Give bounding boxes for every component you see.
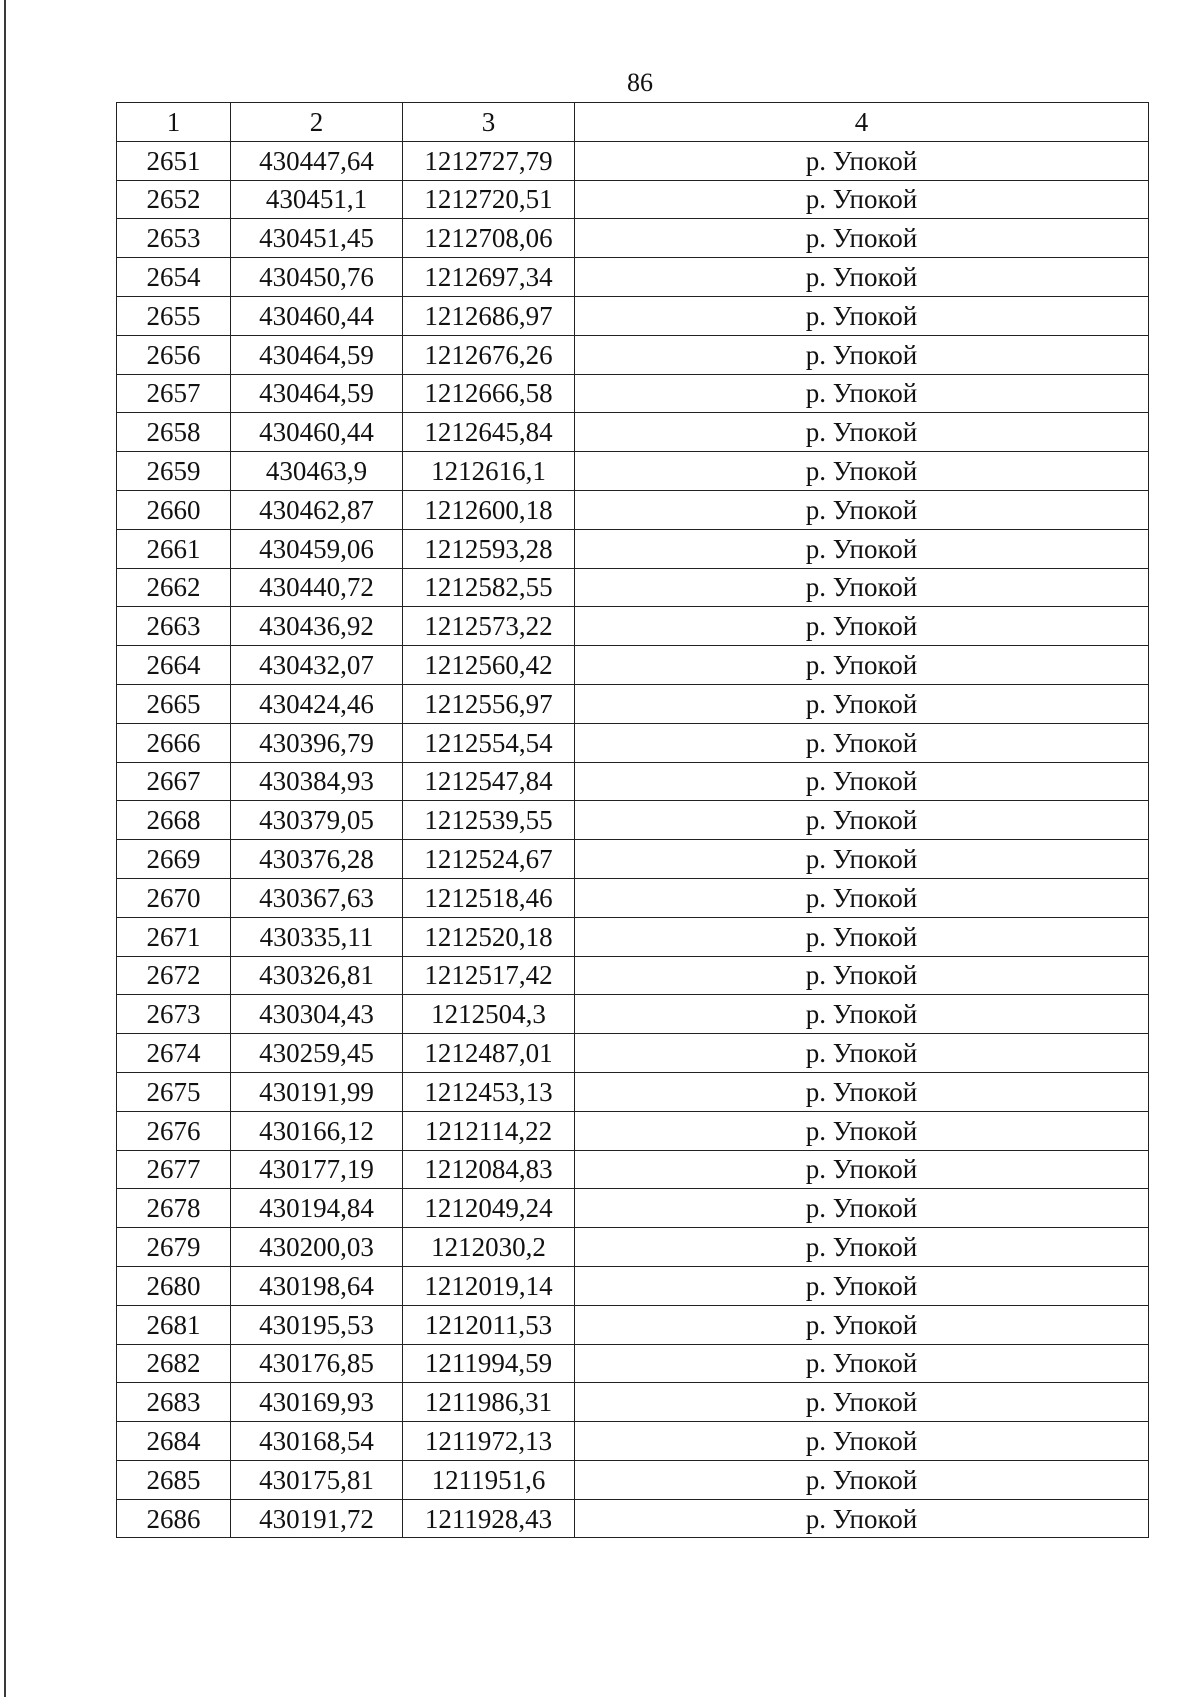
point-number-cell: 2665 bbox=[117, 684, 231, 723]
x-coordinate-cell: 430177,19 bbox=[231, 1150, 403, 1189]
point-number-cell: 2661 bbox=[117, 529, 231, 568]
table-row bbox=[117, 1383, 1149, 1422]
table-row bbox=[117, 607, 1149, 646]
x-coordinate-cell: 430176,85 bbox=[231, 1344, 403, 1383]
description-cell: р. Упокой bbox=[575, 801, 1149, 840]
table-row bbox=[117, 568, 1149, 607]
x-coordinate-cell: 430191,72 bbox=[231, 1499, 403, 1538]
point-number-cell: 2663 bbox=[117, 607, 231, 646]
y-coordinate-cell: 1212547,84 bbox=[403, 762, 575, 801]
x-coordinate-cell: 430195,53 bbox=[231, 1305, 403, 1344]
description-cell: р. Упокой bbox=[575, 490, 1149, 529]
point-number-cell: 2654 bbox=[117, 258, 231, 297]
y-coordinate-cell: 1212453,13 bbox=[403, 1072, 575, 1111]
table-row bbox=[117, 413, 1149, 452]
description-cell: р. Упокой bbox=[575, 995, 1149, 1034]
y-coordinate-cell: 1212573,22 bbox=[403, 607, 575, 646]
y-coordinate-cell: 1212084,83 bbox=[403, 1150, 575, 1189]
y-coordinate-cell: 1211986,31 bbox=[403, 1383, 575, 1422]
column-header-4: 4 bbox=[575, 103, 1149, 142]
y-coordinate-cell: 1212686,97 bbox=[403, 296, 575, 335]
x-coordinate-cell: 430451,45 bbox=[231, 219, 403, 258]
x-coordinate-cell: 430463,9 bbox=[231, 452, 403, 491]
point-number-cell: 2667 bbox=[117, 762, 231, 801]
description-cell: р. Упокой bbox=[575, 529, 1149, 568]
y-coordinate-cell: 1212582,55 bbox=[403, 568, 575, 607]
y-coordinate-cell: 1212676,26 bbox=[403, 335, 575, 374]
point-number-cell: 2675 bbox=[117, 1072, 231, 1111]
table-row bbox=[117, 490, 1149, 529]
description-cell: р. Упокой bbox=[575, 1305, 1149, 1344]
table-row bbox=[117, 219, 1149, 258]
y-coordinate-cell: 1212720,51 bbox=[403, 180, 575, 219]
description-cell: р. Упокой bbox=[575, 1460, 1149, 1499]
point-number-cell: 2673 bbox=[117, 995, 231, 1034]
point-number-cell: 2678 bbox=[117, 1189, 231, 1228]
description-cell: р. Упокой bbox=[575, 568, 1149, 607]
description-cell: р. Упокой bbox=[575, 917, 1149, 956]
y-coordinate-cell: 1212616,1 bbox=[403, 452, 575, 491]
table-row bbox=[117, 141, 1149, 180]
point-number-cell: 2671 bbox=[117, 917, 231, 956]
description-cell: р. Упокой bbox=[575, 374, 1149, 413]
x-coordinate-cell: 430335,11 bbox=[231, 917, 403, 956]
y-coordinate-cell: 1212030,2 bbox=[403, 1228, 575, 1267]
y-coordinate-cell: 1212011,53 bbox=[403, 1305, 575, 1344]
y-coordinate-cell: 1212593,28 bbox=[403, 529, 575, 568]
table-row bbox=[117, 258, 1149, 297]
scan-edge-line bbox=[4, 0, 6, 1697]
y-coordinate-cell: 1212554,54 bbox=[403, 723, 575, 762]
coordinates-table bbox=[116, 102, 1149, 1538]
description-cell: р. Упокой bbox=[575, 258, 1149, 297]
x-coordinate-cell: 430436,92 bbox=[231, 607, 403, 646]
x-coordinate-cell: 430304,43 bbox=[231, 995, 403, 1034]
y-coordinate-cell: 1212556,97 bbox=[403, 684, 575, 723]
description-cell: р. Упокой bbox=[575, 840, 1149, 879]
point-number-cell: 2656 bbox=[117, 335, 231, 374]
point-number-cell: 2651 bbox=[117, 141, 231, 180]
x-coordinate-cell: 430175,81 bbox=[231, 1460, 403, 1499]
x-coordinate-cell: 430460,44 bbox=[231, 296, 403, 335]
point-number-cell: 2655 bbox=[117, 296, 231, 335]
x-coordinate-cell: 430460,44 bbox=[231, 413, 403, 452]
point-number-cell: 2666 bbox=[117, 723, 231, 762]
table-row bbox=[117, 1266, 1149, 1305]
x-coordinate-cell: 430462,87 bbox=[231, 490, 403, 529]
table-row bbox=[117, 723, 1149, 762]
x-coordinate-cell: 430198,64 bbox=[231, 1266, 403, 1305]
table-row bbox=[117, 529, 1149, 568]
x-coordinate-cell: 430200,03 bbox=[231, 1228, 403, 1267]
table-row bbox=[117, 1189, 1149, 1228]
y-coordinate-cell: 1212539,55 bbox=[403, 801, 575, 840]
x-coordinate-cell: 430464,59 bbox=[231, 374, 403, 413]
table-row bbox=[117, 956, 1149, 995]
point-number-cell: 2677 bbox=[117, 1150, 231, 1189]
table-row bbox=[117, 995, 1149, 1034]
x-coordinate-cell: 430459,06 bbox=[231, 529, 403, 568]
page-number: 86 bbox=[627, 68, 653, 97]
description-cell: р. Упокой bbox=[575, 1034, 1149, 1073]
table-row bbox=[117, 1072, 1149, 1111]
x-coordinate-cell: 430367,63 bbox=[231, 878, 403, 917]
y-coordinate-cell: 1212727,79 bbox=[403, 141, 575, 180]
column-header-2: 2 bbox=[231, 103, 403, 142]
table-row bbox=[117, 1422, 1149, 1461]
description-cell: р. Упокой bbox=[575, 180, 1149, 219]
point-number-cell: 2672 bbox=[117, 956, 231, 995]
x-coordinate-cell: 430168,54 bbox=[231, 1422, 403, 1461]
point-number-cell: 2670 bbox=[117, 878, 231, 917]
point-number-cell: 2679 bbox=[117, 1228, 231, 1267]
table-header-row bbox=[117, 103, 1149, 142]
point-number-cell: 2686 bbox=[117, 1499, 231, 1538]
y-coordinate-cell: 1212560,42 bbox=[403, 646, 575, 685]
column-header-3: 3 bbox=[403, 103, 575, 142]
x-coordinate-cell: 430384,93 bbox=[231, 762, 403, 801]
table-row bbox=[117, 1228, 1149, 1267]
x-coordinate-cell: 430440,72 bbox=[231, 568, 403, 607]
description-cell: р. Упокой bbox=[575, 646, 1149, 685]
x-coordinate-cell: 430424,46 bbox=[231, 684, 403, 723]
x-coordinate-cell: 430450,76 bbox=[231, 258, 403, 297]
table-row bbox=[117, 646, 1149, 685]
y-coordinate-cell: 1212504,3 bbox=[403, 995, 575, 1034]
y-coordinate-cell: 1212518,46 bbox=[403, 878, 575, 917]
point-number-cell: 2653 bbox=[117, 219, 231, 258]
y-coordinate-cell: 1211951,6 bbox=[403, 1460, 575, 1499]
x-coordinate-cell: 430447,64 bbox=[231, 141, 403, 180]
point-number-cell: 2652 bbox=[117, 180, 231, 219]
point-number-cell: 2684 bbox=[117, 1422, 231, 1461]
description-cell: р. Упокой bbox=[575, 1266, 1149, 1305]
table-row bbox=[117, 917, 1149, 956]
table-row bbox=[117, 684, 1149, 723]
point-number-cell: 2668 bbox=[117, 801, 231, 840]
x-coordinate-cell: 430169,93 bbox=[231, 1383, 403, 1422]
table-row bbox=[117, 1305, 1149, 1344]
description-cell: р. Упокой bbox=[575, 1150, 1149, 1189]
description-cell: р. Упокой bbox=[575, 335, 1149, 374]
x-coordinate-cell: 430259,45 bbox=[231, 1034, 403, 1073]
description-cell: р. Упокой bbox=[575, 1228, 1149, 1267]
point-number-cell: 2662 bbox=[117, 568, 231, 607]
description-cell: р. Упокой bbox=[575, 878, 1149, 917]
y-coordinate-cell: 1211972,13 bbox=[403, 1422, 575, 1461]
y-coordinate-cell: 1212708,06 bbox=[403, 219, 575, 258]
description-cell: р. Упокой bbox=[575, 684, 1149, 723]
table-row bbox=[117, 374, 1149, 413]
x-coordinate-cell: 430432,07 bbox=[231, 646, 403, 685]
table-body bbox=[117, 141, 1149, 1538]
description-cell: р. Упокой bbox=[575, 1383, 1149, 1422]
description-cell: р. Упокой bbox=[575, 1422, 1149, 1461]
table-row bbox=[117, 801, 1149, 840]
x-coordinate-cell: 430191,99 bbox=[231, 1072, 403, 1111]
y-coordinate-cell: 1212600,18 bbox=[403, 490, 575, 529]
y-coordinate-cell: 1212049,24 bbox=[403, 1189, 575, 1228]
table-row bbox=[117, 296, 1149, 335]
point-number-cell: 2683 bbox=[117, 1383, 231, 1422]
point-number-cell: 2685 bbox=[117, 1460, 231, 1499]
description-cell: р. Упокой bbox=[575, 956, 1149, 995]
description-cell: р. Упокой bbox=[575, 141, 1149, 180]
point-number-cell: 2659 bbox=[117, 452, 231, 491]
description-cell: р. Упокой bbox=[575, 723, 1149, 762]
description-cell: р. Упокой bbox=[575, 219, 1149, 258]
y-coordinate-cell: 1212666,58 bbox=[403, 374, 575, 413]
y-coordinate-cell: 1212524,67 bbox=[403, 840, 575, 879]
description-cell: р. Упокой bbox=[575, 1072, 1149, 1111]
description-cell: р. Упокой bbox=[575, 762, 1149, 801]
description-cell: р. Упокой bbox=[575, 1499, 1149, 1538]
x-coordinate-cell: 430376,28 bbox=[231, 840, 403, 879]
point-number-cell: 2657 bbox=[117, 374, 231, 413]
description-cell: р. Упокой bbox=[575, 607, 1149, 646]
y-coordinate-cell: 1212114,22 bbox=[403, 1111, 575, 1150]
column-header-1: 1 bbox=[117, 103, 231, 142]
table-row bbox=[117, 1111, 1149, 1150]
x-coordinate-cell: 430166,12 bbox=[231, 1111, 403, 1150]
description-cell: р. Упокой bbox=[575, 452, 1149, 491]
table-row bbox=[117, 878, 1149, 917]
y-coordinate-cell: 1212697,34 bbox=[403, 258, 575, 297]
y-coordinate-cell: 1211928,43 bbox=[403, 1499, 575, 1538]
point-number-cell: 2674 bbox=[117, 1034, 231, 1073]
point-number-cell: 2669 bbox=[117, 840, 231, 879]
point-number-cell: 2681 bbox=[117, 1305, 231, 1344]
table-row bbox=[117, 762, 1149, 801]
table-row bbox=[117, 335, 1149, 374]
x-coordinate-cell: 430451,1 bbox=[231, 180, 403, 219]
x-coordinate-cell: 430379,05 bbox=[231, 801, 403, 840]
y-coordinate-cell: 1211994,59 bbox=[403, 1344, 575, 1383]
x-coordinate-cell: 430396,79 bbox=[231, 723, 403, 762]
point-number-cell: 2676 bbox=[117, 1111, 231, 1150]
point-number-cell: 2664 bbox=[117, 646, 231, 685]
point-number-cell: 2682 bbox=[117, 1344, 231, 1383]
y-coordinate-cell: 1212520,18 bbox=[403, 917, 575, 956]
description-cell: р. Упокой bbox=[575, 1111, 1149, 1150]
table-row bbox=[117, 1460, 1149, 1499]
x-coordinate-cell: 430326,81 bbox=[231, 956, 403, 995]
point-number-cell: 2680 bbox=[117, 1266, 231, 1305]
table-row bbox=[117, 1344, 1149, 1383]
x-coordinate-cell: 430194,84 bbox=[231, 1189, 403, 1228]
y-coordinate-cell: 1212487,01 bbox=[403, 1034, 575, 1073]
point-number-cell: 2658 bbox=[117, 413, 231, 452]
description-cell: р. Упокой bbox=[575, 1189, 1149, 1228]
description-cell: р. Упокой bbox=[575, 1344, 1149, 1383]
point-number-cell: 2660 bbox=[117, 490, 231, 529]
y-coordinate-cell: 1212645,84 bbox=[403, 413, 575, 452]
description-cell: р. Упокой bbox=[575, 413, 1149, 452]
table-row bbox=[117, 1499, 1149, 1538]
table-row bbox=[117, 1034, 1149, 1073]
table-row bbox=[117, 1150, 1149, 1189]
x-coordinate-cell: 430464,59 bbox=[231, 335, 403, 374]
y-coordinate-cell: 1212019,14 bbox=[403, 1266, 575, 1305]
y-coordinate-cell: 1212517,42 bbox=[403, 956, 575, 995]
description-cell: р. Упокой bbox=[575, 296, 1149, 335]
table-row bbox=[117, 840, 1149, 879]
table-row bbox=[117, 180, 1149, 219]
table-row bbox=[117, 452, 1149, 491]
